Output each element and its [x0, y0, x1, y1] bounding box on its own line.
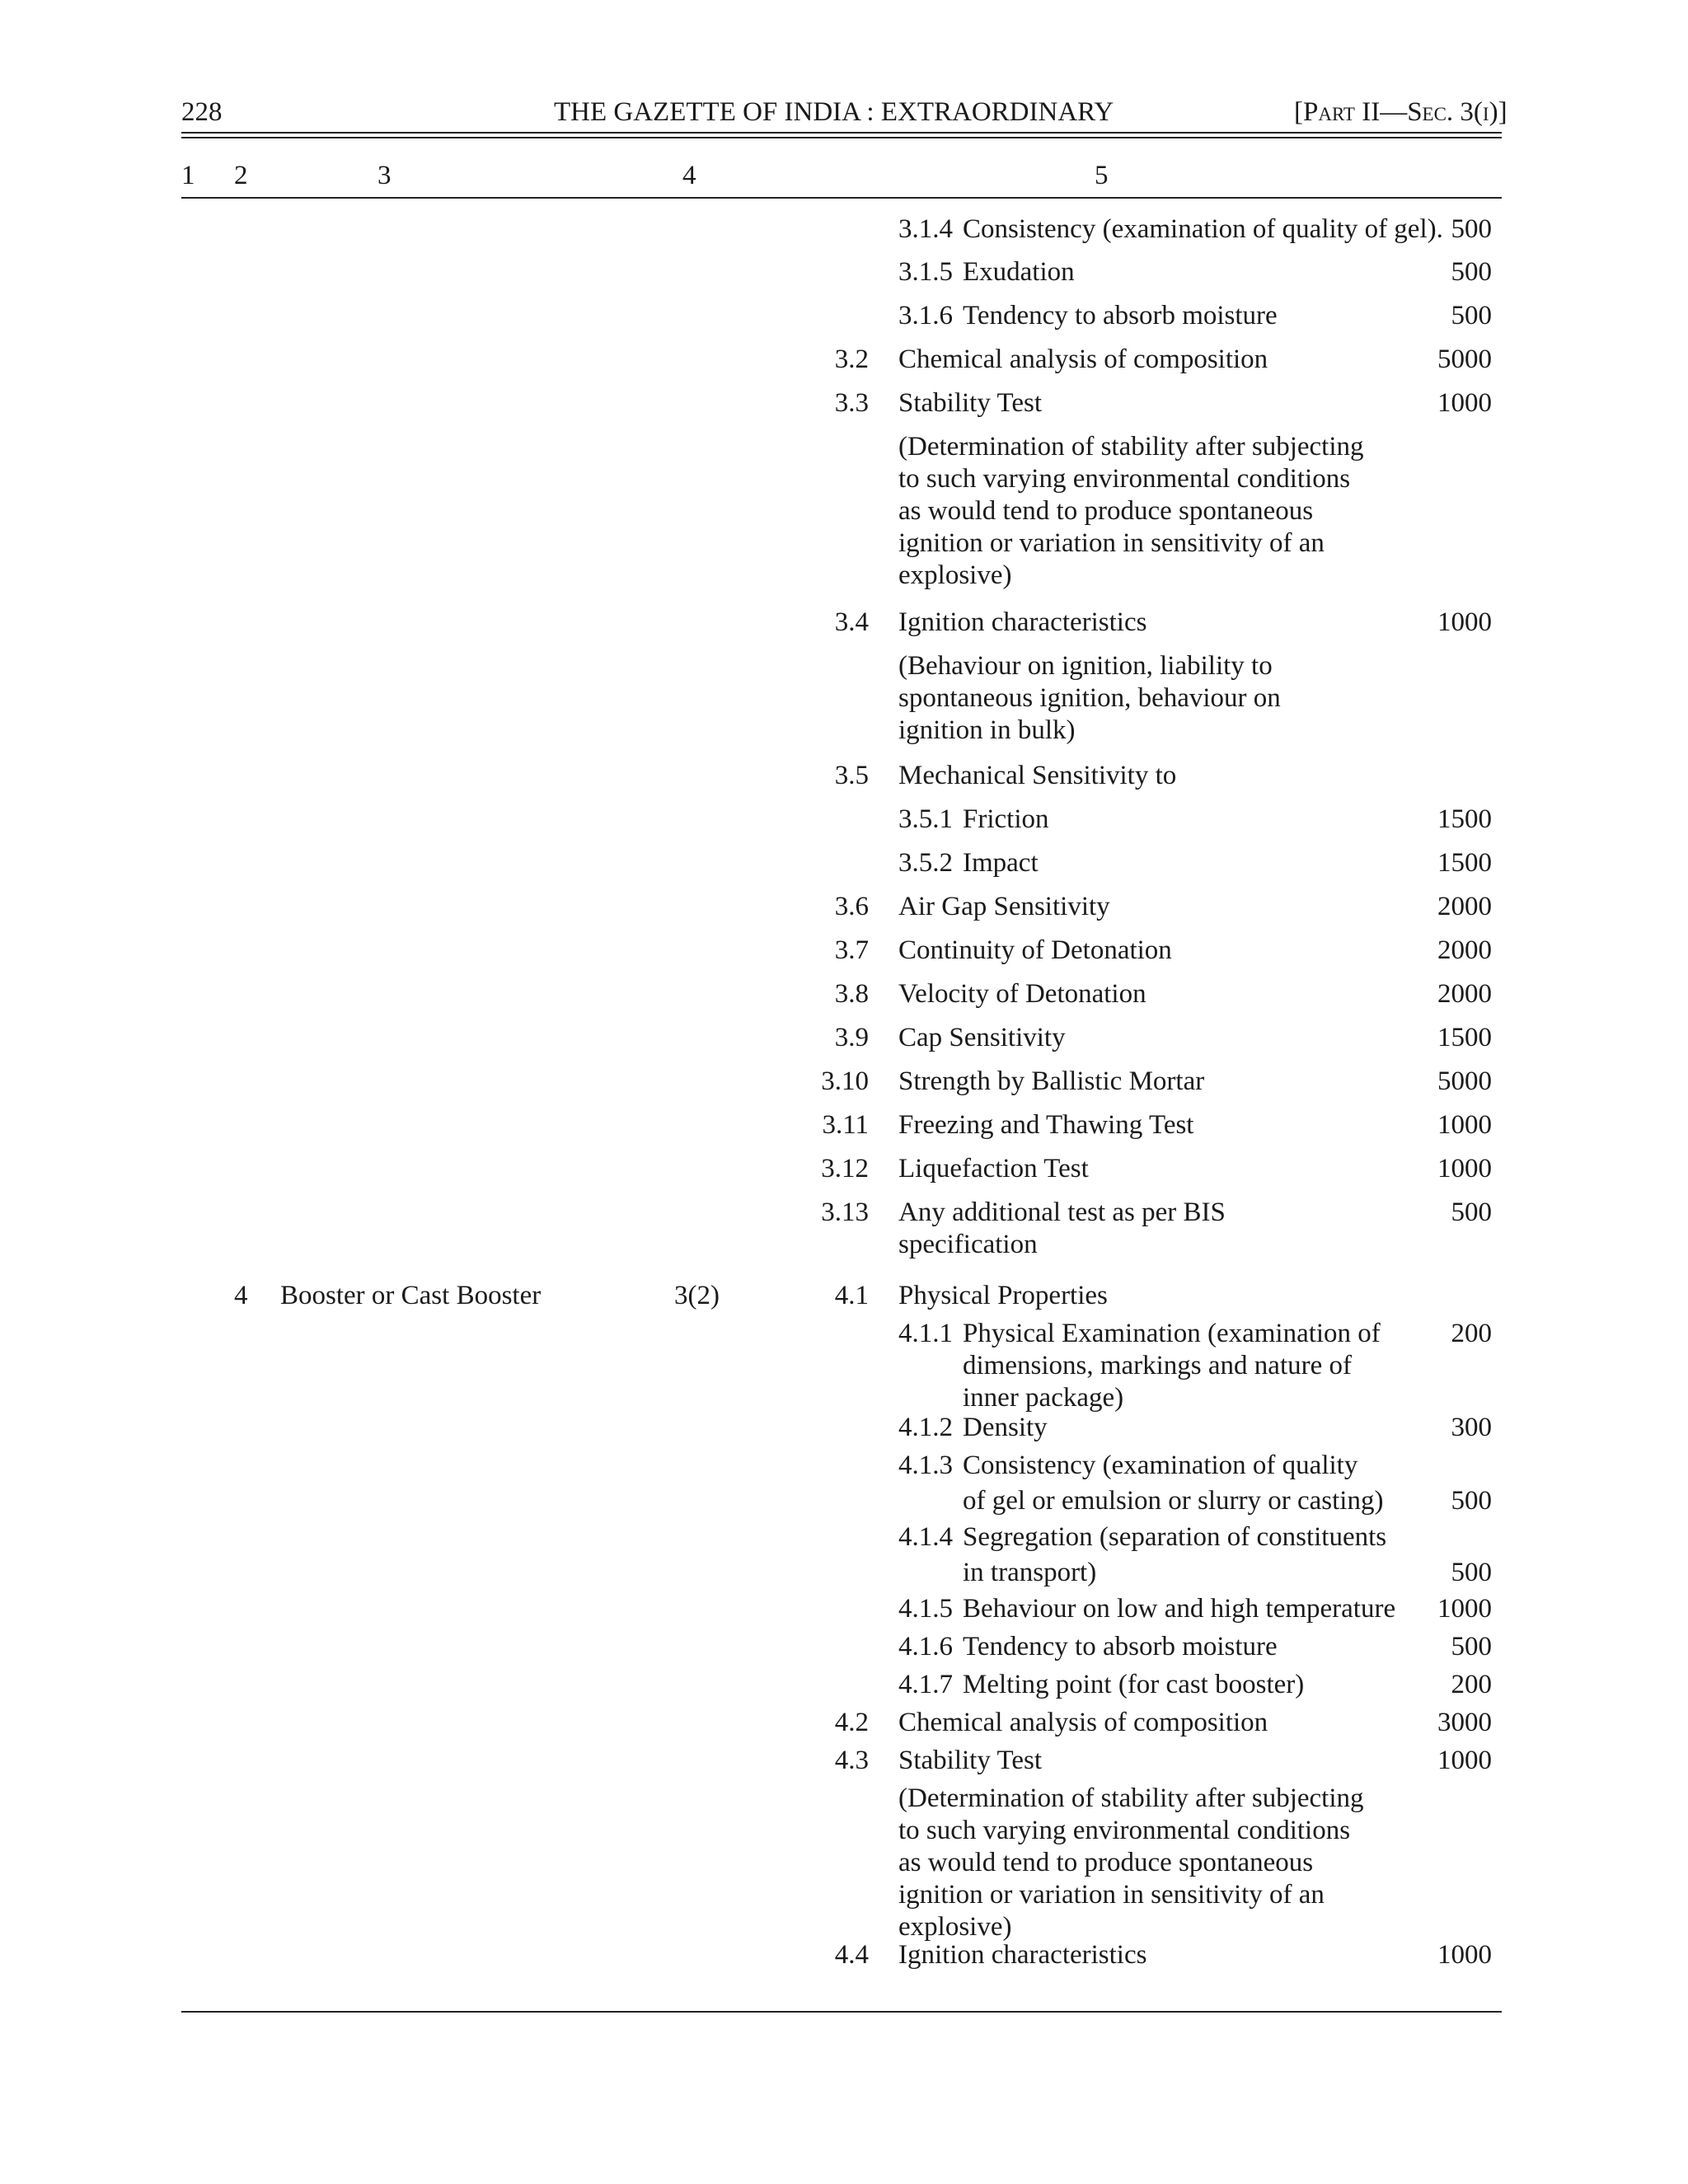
item-number: 3.12	[821, 1154, 869, 1183]
sub-item-number: 4.1.3	[898, 1451, 953, 1480]
fee-amount: 1000	[1437, 1110, 1492, 1140]
test-description: Cap Sensitivity	[898, 1023, 1066, 1052]
test-description-line: inner package)	[963, 1383, 1124, 1413]
test-description: Friction	[963, 804, 1049, 834]
item-number: 3.10	[821, 1066, 869, 1096]
sub-item-number: 3.1.4	[898, 214, 953, 244]
column-header-5: 5	[1095, 161, 1109, 190]
fee-amount: 200	[1451, 1670, 1492, 1699]
test-description: Stability Test	[898, 1746, 1043, 1775]
table-bottom-rule	[181, 2011, 1502, 2013]
item-number: 3.6	[834, 892, 869, 921]
test-description: Impact	[963, 848, 1039, 878]
fee-amount: 2000	[1437, 892, 1492, 921]
fee-amount: 3000	[1437, 1708, 1492, 1737]
item-number: 3.13	[821, 1197, 869, 1227]
test-description: Chemical analysis of composition	[898, 344, 1268, 374]
sub-item-number: 4.1.5	[898, 1594, 953, 1624]
item-number: 3.5	[834, 761, 869, 790]
fee-amount: 500	[1451, 301, 1492, 330]
item-number: 3.11	[822, 1110, 869, 1140]
test-description: Continuity of Detonation	[898, 935, 1172, 965]
test-description-line: to such varying environmental conditions	[898, 1816, 1351, 1845]
fee-amount: 1000	[1437, 1154, 1492, 1183]
test-description: Chemical analysis of composition	[898, 1708, 1268, 1737]
test-description: Freezing and Thawing Test	[898, 1110, 1194, 1140]
sub-item-number: 4.1.2	[898, 1413, 953, 1442]
test-description: Strength by Ballistic Mortar	[898, 1066, 1205, 1096]
test-description: Ignition characteristics	[898, 607, 1147, 637]
fee-amount: 500	[1451, 214, 1492, 244]
item-number: 3.4	[834, 607, 869, 637]
item-number: 4.4	[834, 1940, 869, 1970]
test-description-line: explosive)	[898, 1912, 1012, 1942]
sub-item-number: 4.1.1	[898, 1319, 953, 1348]
test-description: Liquefaction Test	[898, 1154, 1089, 1183]
test-description-line: Segregation (separation of constituents	[963, 1522, 1387, 1552]
sub-item-number: 3.5.2	[898, 848, 953, 878]
test-description-line: of gel or emulsion or slurry or casting)	[963, 1486, 1384, 1516]
fee-amount: 2000	[1437, 979, 1492, 1009]
item-number: 4.2	[834, 1708, 869, 1737]
item-number: 4.3	[834, 1746, 869, 1775]
sub-item-number: 4.1.7	[898, 1670, 953, 1699]
test-description-line: dimensions, markings and nature of	[963, 1351, 1352, 1380]
fee-amount: 500	[1451, 257, 1492, 287]
fee-amount: 300	[1451, 1413, 1492, 1442]
column-header-1: 1	[181, 161, 195, 190]
test-description-line: specification	[898, 1230, 1038, 1259]
entry-name: Booster or Cast Booster	[280, 1281, 542, 1310]
column-header-3: 3	[377, 161, 392, 190]
test-description-line: Any additional test as per BIS	[898, 1197, 1226, 1227]
header-rule-bottom	[181, 137, 1502, 138]
test-description: Ignition characteristics	[898, 1940, 1147, 1970]
test-description-line: as would tend to produce spontaneous	[898, 496, 1314, 526]
test-description-line: (Determination of stability after subjecting	[898, 432, 1364, 462]
test-description-line: spontaneous ignition, behaviour on	[898, 683, 1281, 713]
fee-amount: 500	[1451, 1558, 1492, 1587]
fee-amount: 1000	[1437, 388, 1492, 418]
fee-amount: 1000	[1437, 1940, 1492, 1970]
fee-amount: 200	[1451, 1319, 1492, 1348]
fee-amount: 500	[1451, 1486, 1492, 1516]
test-description-line: explosive)	[898, 560, 1012, 590]
test-description-line: Consistency (examination of quality	[963, 1451, 1358, 1480]
test-description: Stability Test	[898, 388, 1043, 418]
sub-item-number: 3.1.5	[898, 257, 953, 287]
fee-amount: 1500	[1437, 848, 1492, 878]
item-number: 3.9	[834, 1023, 869, 1052]
fee-amount: 500	[1451, 1197, 1492, 1227]
test-description: Physical Properties	[898, 1281, 1108, 1310]
fee-amount: 500	[1451, 1632, 1492, 1661]
test-description-line: ignition or variation in sensitivity of an	[898, 528, 1325, 558]
page-number: 228	[181, 97, 223, 127]
entry-serial: 4	[234, 1281, 248, 1310]
fee-amount: 1500	[1437, 804, 1492, 834]
fee-amount: 5000	[1437, 1066, 1492, 1096]
sub-item-number: 3.5.1	[898, 804, 953, 834]
test-description-line: in transport)	[963, 1558, 1097, 1587]
test-description-line: Physical Examination (examination of	[963, 1319, 1381, 1348]
sub-item-number: 4.1.4	[898, 1522, 953, 1552]
test-description: Consistency (examination of quality of gel).	[963, 214, 1443, 244]
test-description: Exudation	[963, 257, 1075, 287]
fee-amount: 1000	[1437, 1746, 1492, 1775]
test-description-line: (Determination of stability after subjecting	[898, 1783, 1364, 1813]
column-header-4: 4	[682, 161, 696, 190]
sub-item-number: 3.1.6	[898, 301, 953, 330]
fee-amount: 5000	[1437, 344, 1492, 374]
item-number: 3.2	[834, 344, 869, 374]
test-description: Tendency to absorb moisture	[963, 301, 1278, 330]
test-description: Mechanical Sensitivity to	[898, 761, 1177, 790]
test-description: Velocity of Detonation	[898, 979, 1146, 1009]
column-header-2: 2	[234, 161, 248, 190]
test-description: Behaviour on low and high temperature	[963, 1594, 1396, 1624]
gazette-title: THE GAZETTE OF INDIA : EXTRAORDINARY	[554, 97, 1114, 127]
test-description-line: (Behaviour on ignition, liability to	[898, 651, 1273, 681]
test-description: Tendency to absorb moisture	[963, 1632, 1278, 1661]
test-description: Air Gap Sensitivity	[898, 892, 1110, 921]
fee-amount: 2000	[1437, 935, 1492, 965]
sub-item-number: 4.1.6	[898, 1632, 953, 1661]
item-number: 3.7	[834, 935, 869, 965]
item-number: 3.8	[834, 979, 869, 1009]
test-description: Density	[963, 1413, 1048, 1442]
test-description-line: ignition or variation in sensitivity of an	[898, 1880, 1325, 1910]
test-description-line: to such varying environmental conditions	[898, 464, 1351, 494]
item-number: 3.3	[834, 388, 869, 418]
test-description: Melting point (for cast booster)	[963, 1670, 1305, 1699]
part-section: [Part II—Sec. 3(i)]	[1294, 97, 1507, 127]
test-description-line: as would tend to produce spontaneous	[898, 1848, 1314, 1877]
column-header-rule	[181, 197, 1502, 199]
entry-ref: 3(2)	[674, 1281, 720, 1310]
header-rule-top	[181, 132, 1502, 134]
test-description-line: ignition in bulk)	[898, 715, 1076, 745]
item-number: 4.1	[834, 1281, 869, 1310]
fee-amount: 1000	[1437, 607, 1492, 637]
fee-amount: 1000	[1437, 1594, 1492, 1624]
fee-amount: 1500	[1437, 1023, 1492, 1052]
